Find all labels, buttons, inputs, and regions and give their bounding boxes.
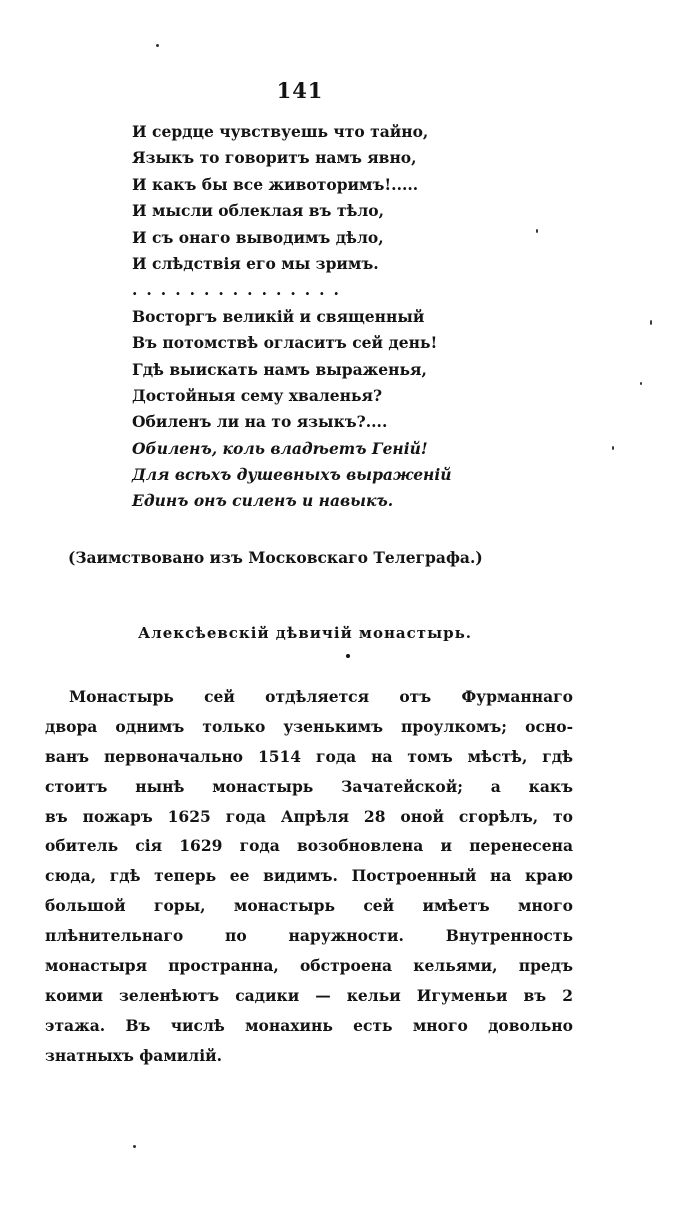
body-line: обитель сiя 1629 года возобновлена и перенесена — [45, 836, 573, 856]
body-line: этажа. Въ числѣ монахинь есть много довольно — [45, 1015, 573, 1035]
poem-line: И слѣдствiя его мы зримъ. — [132, 253, 379, 273]
body-line: двора однимъ только узенькимъ проулкомъ; осно- — [45, 716, 573, 736]
poem-line: И какъ бы все животоримъ!..... — [132, 174, 419, 194]
body-line: монастыря пространна, обстроена кельями, предъ — [45, 956, 573, 976]
section-heading: Алексѣевскiй дѣвичiй монастырь. — [137, 624, 473, 642]
poem-line: И мысли облеклая въ тѣло, — [132, 201, 385, 221]
poem-line: Въ потомствѣ огласитъ сей день! — [132, 333, 438, 353]
poem-line: Восторгъ великiй и священный — [132, 306, 425, 326]
body-line: плѣнительнаго по наружности. Внутренность — [45, 926, 573, 946]
body-line: коими зеленѣютъ садики — кельи Игуменьи въ 2 — [45, 985, 573, 1005]
body-line: Монастырь сей отдѣляется отъ Фурманнаго — [69, 687, 573, 706]
poem-line: Обиленъ ли на то языкъ?.... — [132, 412, 388, 432]
body-line: въ пожаръ 1625 года Апрѣля 28 оной сгорѣлъ, то — [45, 806, 573, 826]
body-line: сюда, гдѣ теперь ее видимъ. Построенный на краю — [45, 866, 573, 886]
poem-ellipsis-line: ............... — [132, 280, 348, 300]
poem-line: Достойныя сему хваленья? — [132, 385, 383, 405]
poem-line-italic: Единъ онъ силенъ и навыкъ. — [132, 491, 394, 511]
scan-speck — [650, 320, 652, 325]
body-line: большой горы, монастырь сей имѣетъ много — [45, 896, 573, 916]
poem-line: Языкъ то говоритъ намъ явно, — [132, 148, 417, 168]
body-line-last: знатныхъ фамилiй. — [45, 1045, 222, 1065]
scan-speck — [133, 1145, 136, 1148]
source-attribution: (Заимствовано изъ Московскаго Телеграфа.) — [68, 548, 483, 567]
poem-line-italic: Для всѣхъ душевныхъ выраженiй — [132, 465, 452, 485]
body-line: ванъ первоначально 1514 года на томъ мѣстѣ, гдѣ — [45, 746, 573, 766]
scan-speck — [156, 44, 159, 47]
scan-speck — [640, 382, 642, 385]
poem-line: И съ онаго выводимъ дѣло, — [132, 227, 384, 247]
scan-speck — [612, 446, 614, 450]
page-number: 141 — [276, 78, 324, 103]
heading-ornament-dot — [346, 654, 350, 658]
poem-line-italic: Обиленъ, коль владѣетъ Генiй! — [132, 438, 428, 458]
poem — [132, 119, 552, 515]
poem-line: Гдѣ выискать намъ выраженья, — [132, 359, 427, 379]
scan-speck — [536, 229, 538, 233]
poem-line: И сердце чувствуешь что тайно, — [132, 122, 429, 141]
body-line: стоитъ нынѣ монастырь Зачатейской; а какъ — [45, 776, 573, 796]
body-paragraph — [45, 682, 573, 1071]
